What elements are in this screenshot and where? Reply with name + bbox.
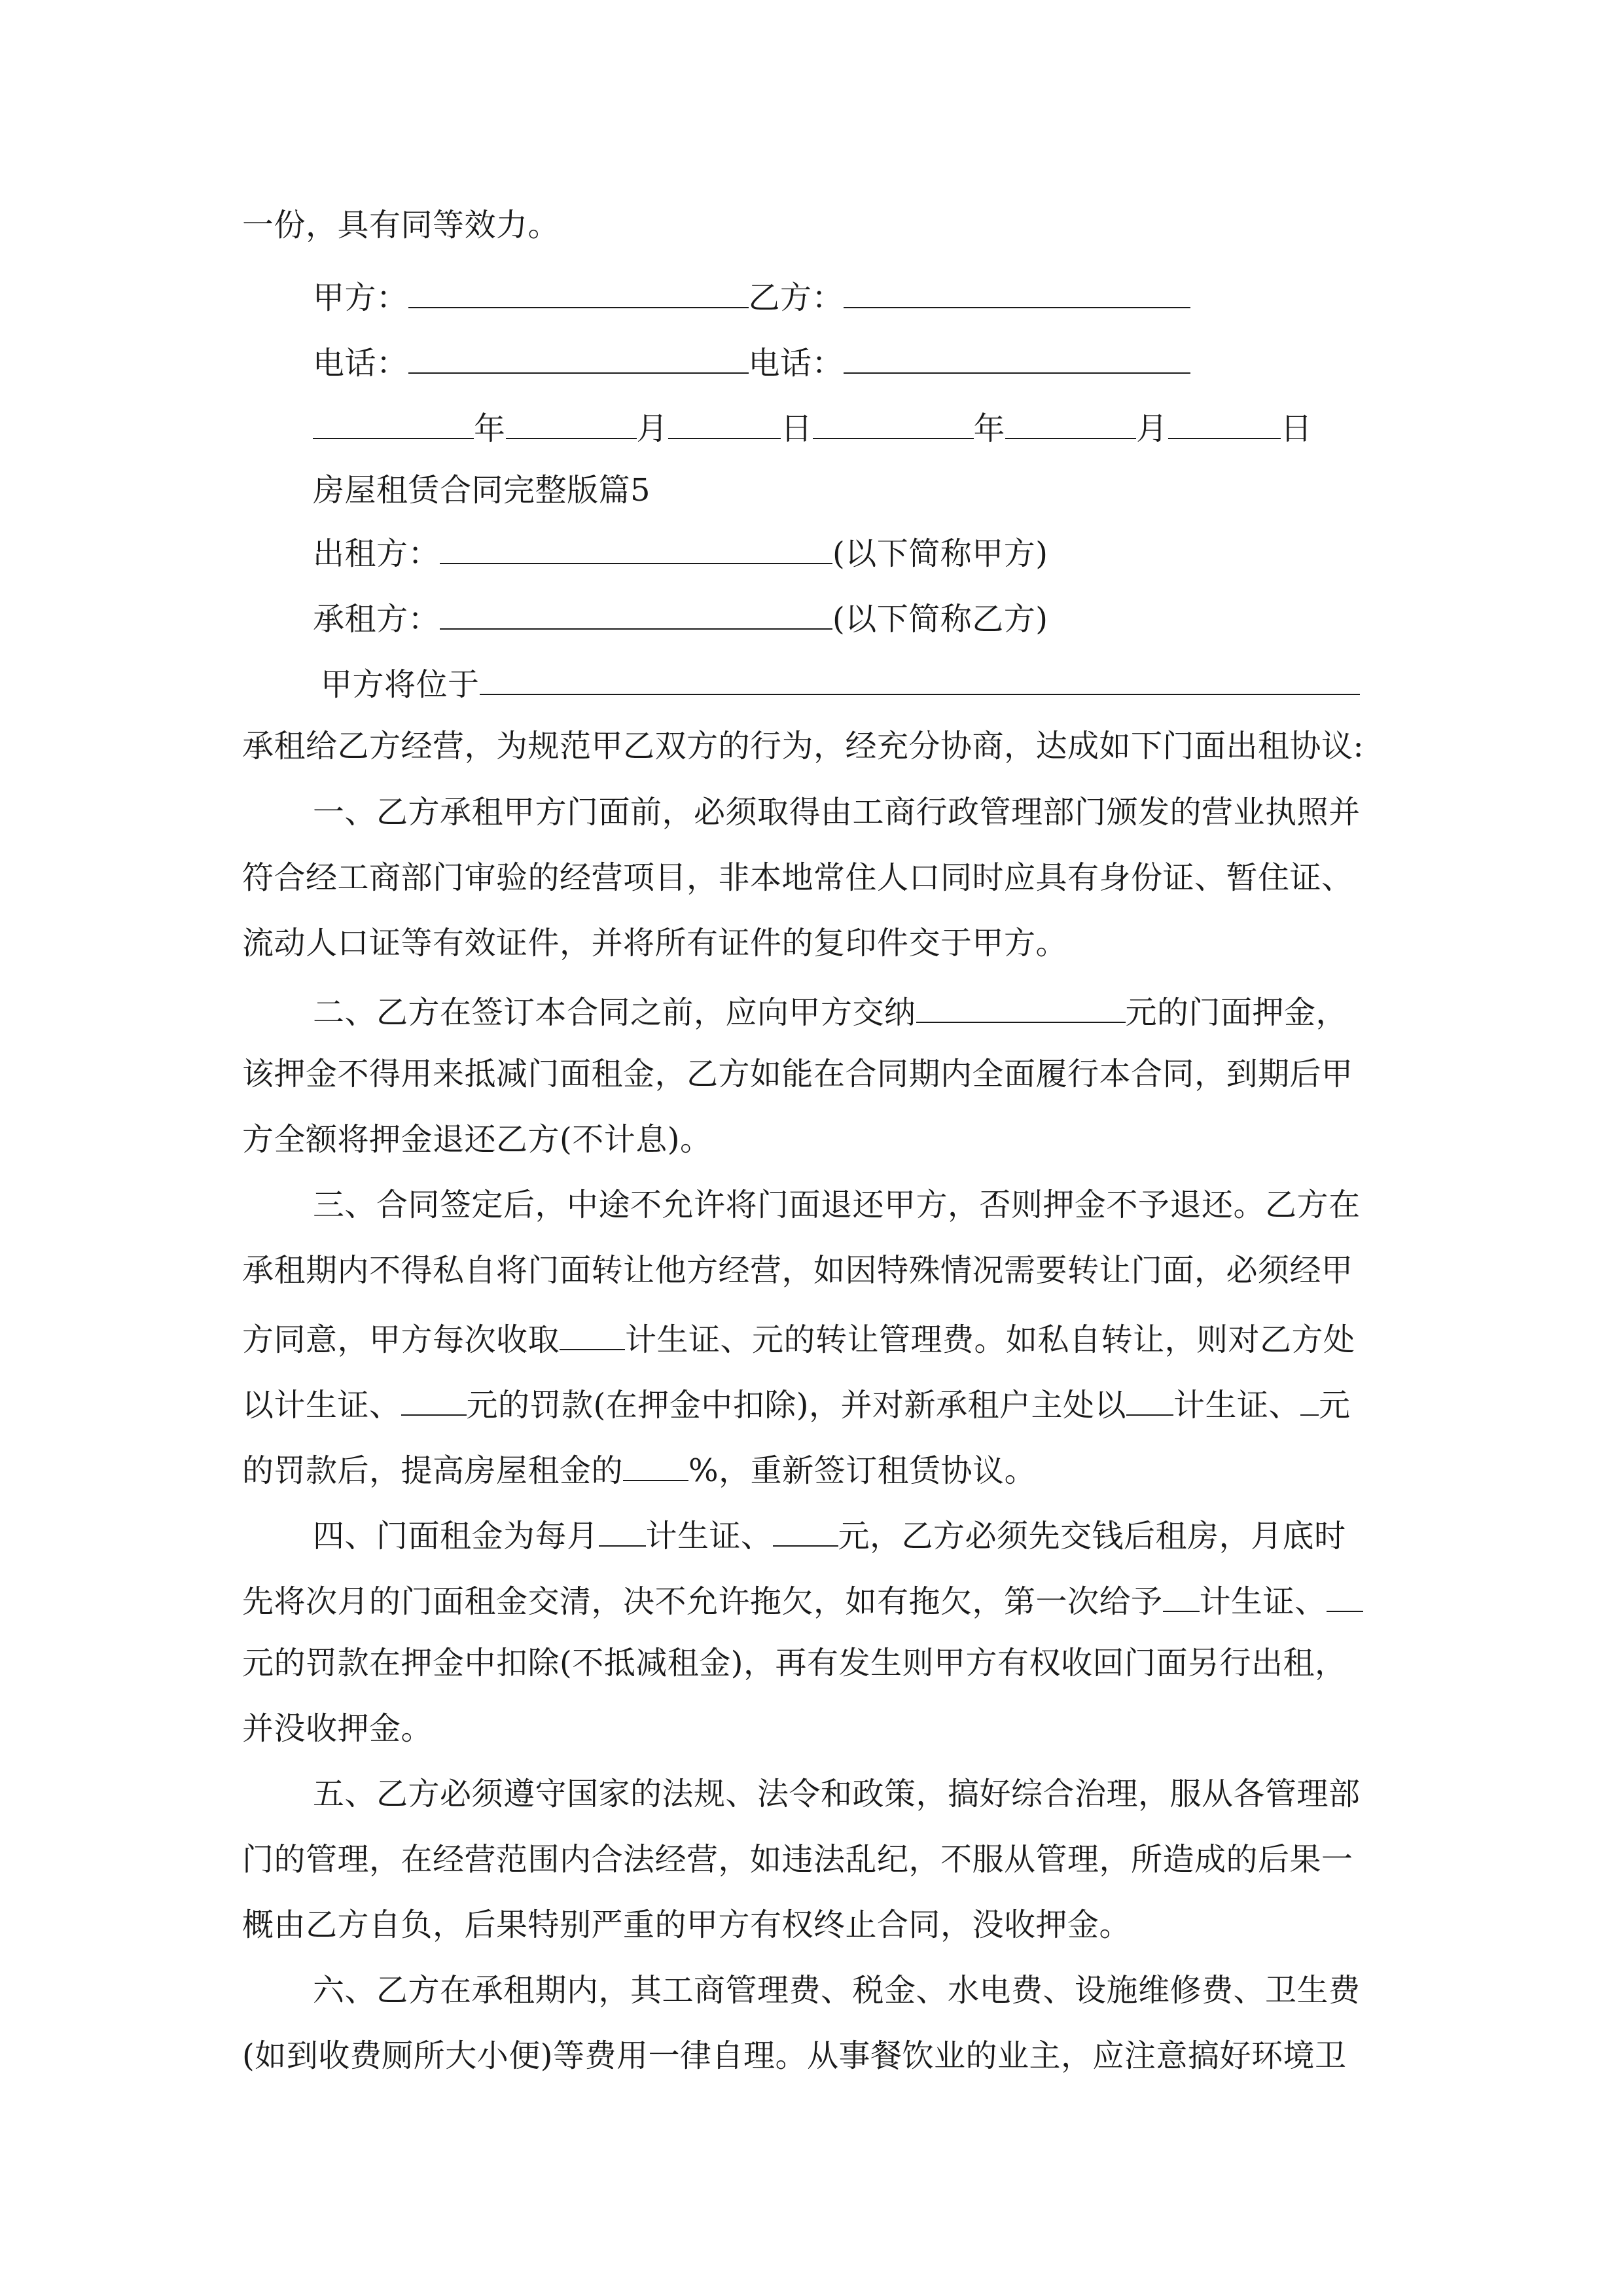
text: 承租给乙方经营，为规范甲乙双方的行为，经充分协商，达成如下门面出租协议: [242,728,1364,764]
text: 计生证、 [645,1518,773,1554]
party-a-label: 甲方： [313,279,408,316]
text-line [242,207,560,243]
phone-b-blank [844,341,1190,374]
text: 该押金不得用来抵减门面租金，乙方如能在合同期内全面履行本合同，到期后甲 [242,1056,1353,1092]
penalty-blank [1327,1579,1363,1612]
lessee-line [313,597,1048,637]
text-line [242,1645,1346,1681]
text-line [313,1187,1361,1223]
deposit-blank [916,990,1126,1023]
text: 门的管理，在经营范围内合法经营，如违法乱纪，不服从管理，所造成的后果一 [242,1841,1353,1878]
fine-blank [401,1383,467,1416]
text: (如到收费厕所大小便)等费用一律自理。从事餐饮业的业主，应注意搞好环境卫 [242,2037,1347,2074]
month-label: 月 [1136,410,1168,447]
text-line [242,1579,1363,1620]
text: 概由乙方自负，后果特别严重的甲方有权终止合同，没收押金。 [242,1907,1132,1943]
month-blank [1005,406,1136,439]
party-a-blank [408,276,749,308]
text: 三、合同签定后，中途不允许将门面退还甲方，否则押金不予退还。乙方在 [313,1187,1361,1223]
text-line [313,1776,1361,1812]
rent-blank [599,1514,646,1547]
text: 元的罚款在押金中扣除(不抵减租金)，再有发生则甲方有权收回门面另行出租， [242,1645,1347,1681]
section-title [313,472,651,509]
year-blank [813,406,974,439]
day-label: 日 [1280,410,1313,447]
location-blank [480,662,1360,695]
text: 以计生证、 [242,1387,401,1424]
party-b-label: 乙方： [748,279,844,316]
phone-a-blank [408,341,749,374]
year-label: 年 [474,410,506,447]
section-title-text: 房屋租赁合同完整版篇5 [313,472,651,509]
text-line [242,925,1067,961]
text: 计生证、元的转让管理费。如私自转让，则对乙方处 [625,1321,1355,1358]
text-line [242,1841,1353,1878]
text-line [242,1710,433,1747]
text: 先将次月的门面租金交清，决不允许拖欠，如有拖欠，第一次给予 [242,1583,1163,1620]
month-blank [506,406,637,439]
day-blank [668,406,781,439]
text-line [242,1383,1351,1424]
location-label: 甲方将位于 [321,666,480,703]
text: 方同意，甲方每次收取 [242,1321,560,1358]
lessee-suffix: (以下简称乙方) [832,601,1048,637]
text: 方全额将押金退还乙方(不计息)。 [242,1121,712,1158]
fee-blank [560,1318,625,1350]
phone-a-label: 电话： [313,345,408,382]
lessor-blank [440,531,832,564]
text-line [313,1972,1361,2009]
lessor-suffix: (以下简称甲方) [832,535,1048,572]
signature-phone-line [313,341,1190,382]
text: 计生证、 [1199,1583,1327,1620]
text: 并没收押金。 [242,1710,433,1747]
lessor-label: 出租方： [313,535,440,572]
percent-blank [623,1448,688,1481]
rent-blank [773,1514,838,1547]
text: 的罚款后，提高房屋租金的 [242,1452,624,1489]
phone-b-label: 电话： [748,345,844,382]
text: 元的罚款(在押金中扣除)，并对新承租户主处以 [466,1387,1126,1424]
month-label: 月 [636,410,669,447]
party-b-blank [844,276,1190,308]
text: 四、门面租金为每月 [313,1518,599,1554]
text: 流动人口证等有效证件，并将所有证件的复印件交于甲方。 [242,925,1068,961]
text: 六、乙方在承租期内，其工商管理费、税金、水电费、设施维修费、卫生费 [313,1972,1361,2009]
location-line [321,662,1360,703]
signature-party-line [313,276,1190,316]
lessee-blank [440,597,832,630]
text-line [242,1907,1131,1943]
text: 元的门面押金， [1125,994,1348,1031]
text: 元，乙方必须先交钱后租房，月底时 [838,1518,1346,1554]
fine-blank [1300,1383,1319,1416]
day-label: 日 [781,410,813,447]
text-line [242,1121,711,1158]
text-line [242,1448,1036,1489]
text-line [242,1318,1355,1358]
penalty-blank [1163,1579,1200,1612]
signature-date-line [313,406,1312,447]
text: 二、乙方在签订本合同之前，应向甲方交纳 [313,994,916,1031]
text: %，重新签订租赁协议。 [688,1452,1037,1489]
year-blank [313,406,474,439]
lessee-label: 承租方： [313,601,440,637]
text: 一、乙方承租甲方门面前，必须取得由工商行政管理部门颁发的营业执照并 [313,794,1361,831]
text-line [242,1252,1353,1289]
fine-blank [1126,1383,1173,1416]
text: 五、乙方必须遵守国家的法规、法令和政策，搞好综合治理，服从各管理部 [313,1776,1361,1812]
text: 一份，具有同等效力。 [242,207,560,243]
text: 元 [1319,1387,1351,1424]
text-line [313,1514,1346,1554]
text: 承租期内不得私自将门面转让他方经营，如因特殊情况需要转让门面，必须经甲 [242,1252,1353,1289]
text-line [242,1056,1353,1092]
text-line [242,859,1353,896]
lessor-line [313,531,1048,572]
text-line [242,728,1364,764]
text: 符合经工商部门审验的经营项目，非本地常住人口同时应具有身份证、暂住证、 [242,859,1353,896]
text-line [313,990,1347,1031]
text-line [313,794,1361,831]
year-label: 年 [973,410,1006,447]
text-line [242,2037,1346,2074]
day-blank [1168,406,1281,439]
text: 计生证、 [1173,1387,1300,1424]
